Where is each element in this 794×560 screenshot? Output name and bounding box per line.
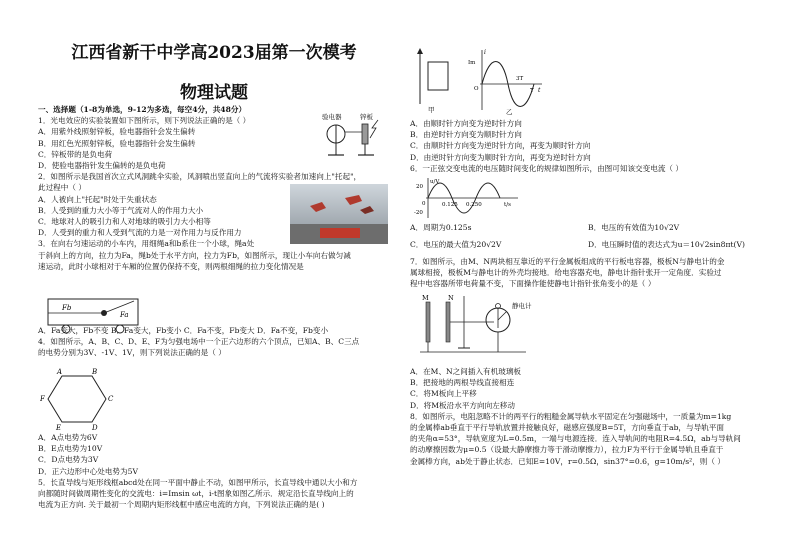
- q7-option-d: D．将M板沿水平方向向左移动: [410, 400, 515, 410]
- rope-a: [104, 301, 134, 313]
- q8-line: 的动摩擦因数为μ=0.5（设最大静摩擦力等于滑动摩擦力），拉力F为平行于金属导轨且垂直于: [410, 445, 724, 455]
- q2-option-d: D．人受到的重力和人受到气流的力是一对作用力与反作用力: [38, 228, 242, 238]
- q7-option-a: A．在M、N之间插入有机玻璃板: [410, 367, 522, 376]
- q5-line: 电流为正方向. 关于最初一个周期内矩形线框中感应电流的方向，下列说法正确的是( ): [38, 500, 325, 510]
- electrometer-label: 静电计: [512, 302, 532, 310]
- q2-option-a: A．人被向上"托起"时处于失重状态: [38, 194, 157, 204]
- vertex-b: B: [92, 368, 98, 376]
- q1-option-d: D．使验电器指针发生偏转的是负电荷: [38, 161, 166, 171]
- q6-option-a: A．周期为0.125s: [410, 223, 472, 232]
- tick-0250: 0.250: [466, 202, 482, 208]
- rectangular-loop: [428, 62, 448, 90]
- q2-option-c: C．地球对人的吸引力和人对地球的吸引力大小相等: [38, 217, 211, 227]
- q7-option-c: C．将M板向上平移: [410, 389, 477, 399]
- q7-line: 属球相接，极板M与静电计的外壳均接地．给电容器充电，静电计指针张开一定角度．实验过: [410, 268, 722, 278]
- q3-answer-block: [38, 325, 398, 359]
- electroscope-label: 验电器: [322, 113, 342, 121]
- origin-label: O: [474, 86, 479, 92]
- voltage-graph: [414, 176, 524, 220]
- label-fb: Fb: [62, 304, 72, 312]
- plate-m: [426, 302, 430, 342]
- q7-options-block: [410, 366, 770, 467]
- question-7: [410, 256, 770, 290]
- q8-line: 的夹角α=53°，导轨宽度为L=0.5m，一端与电源连接．连入导轨间的电阻R=4.5Ω，ab与导轨间: [410, 434, 741, 444]
- origin-label: 0: [422, 201, 426, 207]
- q4-option-b: B．E点电势为10V: [38, 444, 103, 454]
- hexagon-figure: [40, 368, 120, 430]
- axis-t-label: t: [538, 87, 541, 94]
- q4-option-a: A．A点电势为6V: [38, 433, 98, 442]
- axis-i-label: i: [484, 49, 486, 56]
- q2-line: 此过程中（ ）: [38, 183, 86, 193]
- tick-20: 20: [416, 184, 423, 190]
- q4-option-d: D．正六边形中心处电势为5V: [38, 466, 138, 476]
- q7-option-b: B．把接地的两根导线直接相连: [410, 378, 515, 388]
- three-t-label: 3T: [516, 76, 524, 82]
- ball: [101, 310, 107, 316]
- plate-n: [446, 302, 450, 342]
- q3-line: 3．在向右匀速运动的小车内，用细绳a和b系住一个小球，绳a处: [38, 239, 255, 249]
- q4-line: 的电势分别为3V、-1V、1V，则下列说法正确的是（ ）: [38, 348, 226, 358]
- wind-tunnel-photo: [290, 184, 388, 244]
- im-label: Im: [468, 60, 476, 66]
- label-fa: Fa: [120, 311, 129, 319]
- q8-line: 金属棒方向，ab处于静止状态．已知E=10V，r=0.5Ω，sin37°=0.6，g=10m/s²，则（ ）: [410, 456, 725, 466]
- u-axis-label: u/V: [430, 179, 440, 185]
- vertex-d: D: [92, 424, 98, 430]
- page-title: 江西省新干中学高2023届第一次模考: [71, 43, 357, 63]
- zinc-plate-label: 锌板: [360, 113, 373, 121]
- tick-0125: 0.125: [442, 202, 458, 208]
- q5-figures: [410, 46, 550, 116]
- q1-stem: 1．光电效应的实验装置如下图所示，则下列说法正确的是（ ）: [38, 116, 251, 126]
- q3-line: 速运动，此时小球相对于车厢的位置仍保持不变，则两根细绳的拉力变化情况是: [38, 261, 304, 271]
- t-axis-label: t/s: [504, 202, 511, 208]
- q5-line: 5．长直导线与矩形线框abcd处在同一平面中静止不动，如图甲所示，长直导线中通以大小和方: [38, 477, 358, 487]
- label-yi: 乙: [506, 108, 513, 116]
- page-subtitle: 物理试题: [180, 83, 248, 103]
- q6-stem: 6．一正弦交变电流的电压随时间变化的规律如图所示，由图可知该交变电流（ ）: [410, 163, 684, 173]
- tick-neg20: -20: [414, 210, 423, 216]
- vertex-e: E: [56, 424, 62, 430]
- electrometer-needle: [498, 312, 506, 320]
- q2-option-b: B．人受到的重力大小等于气流对人的作用力大小: [38, 205, 204, 215]
- q5-line: 向都随时间做周期性变化的交流电：i=Imsin ωt，i-t图象如图乙所示．规定沿长直导线向上的: [38, 489, 354, 499]
- q7-line: 7．如图所示，由M、N两块相互靠近的平行金属板组成的平行板电容器，极板N与静电计的金: [410, 257, 725, 266]
- plate-n-label: N: [448, 294, 454, 302]
- photo-banner: [320, 228, 360, 238]
- vertex-c: C: [108, 395, 114, 403]
- q3-line: 于斜向上的方向，拉力为Fa，绳b处于水平方向，拉力为Fb，如图所示，现让小车向右做匀减: [38, 250, 351, 260]
- q6-option-c: C．电压的最大值为20√2V: [410, 240, 502, 250]
- q1-option-b: B．用红色光照射锌板，验电器指针会发生偏转: [38, 138, 196, 148]
- q1-option-a: A．用紫外线照射锌板，验电器指针会发生偏转: [38, 127, 196, 137]
- q8-line: 的金属棒ab垂直于平行导轨放置并接触良好，磁感应强度B=5T，方向垂直于ab，与导轨平面: [410, 423, 724, 433]
- q5-options-block: [410, 118, 770, 174]
- section-heading: 一、选择题（1-8为单选，9-12为多选，每空4分，共48分）: [38, 105, 247, 114]
- q2-line: 2．如图所示是我国首次立式风洞跳伞实验，风洞喷出竖直向上的气流将实验者加速向上"托起"，: [38, 172, 362, 182]
- q6-option-b: B．电压的有效值为10√2V: [588, 223, 680, 232]
- plate-m-label: M: [422, 294, 429, 302]
- vertex-f: F: [40, 395, 45, 403]
- zinc-plate: [362, 124, 368, 144]
- q8-line: 8．如图所示，电阻忽略不计的两平行的粗糙金属导轨水平固定在匀强磁场中，一质量为m=1kg: [410, 411, 732, 421]
- q5-option-c: C．由顺时针方向变为逆时针方向，再变为顺时针方向: [410, 141, 591, 151]
- period-label: T: [530, 88, 534, 94]
- q7-line: 程中电容器所带电荷量不变，下面操作能使静电计指针张角变小的是（ ）: [410, 279, 656, 289]
- q6-options-right: [588, 222, 778, 250]
- capacitor-figure: [416, 292, 546, 364]
- current-arrow-icon: [417, 48, 423, 54]
- q3-answer-options: A．Fa变大，Fb不变 B．Fa变大，Fb变小 C．Fa不变，Fb变大 D．Fa不变，Fb变小: [38, 326, 329, 335]
- q6-option-d: D．电压瞬时值的表达式为u＝10√2sin8πt(V): [588, 240, 745, 250]
- vertex-a: A: [57, 368, 63, 376]
- q6-options-left: [410, 222, 560, 250]
- q4-option-c: C．D点电势为3V: [38, 455, 99, 465]
- q5-option-b: B．由逆时针方向变为顺时针方向: [410, 130, 522, 140]
- light-arrow-icon: [370, 120, 378, 138]
- q1-option-c: C．锌板带的是负电荷: [38, 149, 113, 159]
- q5-option-d: D．由逆时针方向变为顺时针方向，再变为逆时针方向: [410, 152, 591, 162]
- label-jia: 甲: [428, 106, 435, 114]
- q5-option-a: A．由顺时针方向变为逆时针方向: [410, 119, 522, 128]
- q4-options-block: [38, 432, 398, 510]
- q4-line: 4．如图所示，A、B、C、D、E、F为匀强电场中一个正六边形的六个顶点，已知A、B、C三点: [38, 337, 360, 347]
- electroscope-figure: [320, 110, 390, 160]
- hexagon: [48, 376, 106, 422]
